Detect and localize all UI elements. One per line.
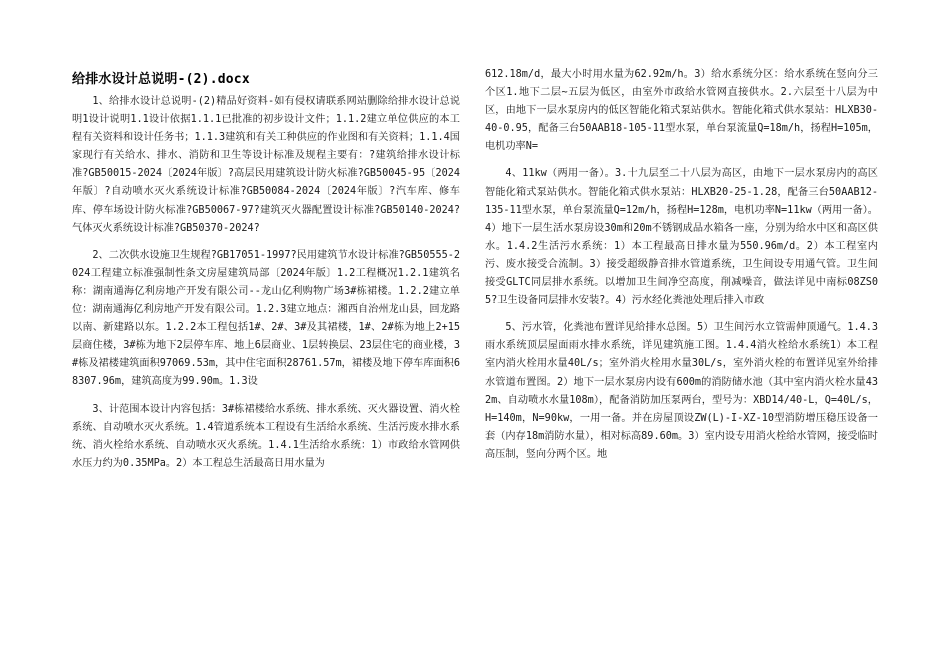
paragraph: 1、给排水设计总说明-(2)精品好资料-如有侵权请联系网站删除给排水设计总说明1设计说明1.1设计依据1.1.1已批准的初步设计文件；1.1.2建立单位供应的本工程有关资料和设计任务书；1.1.3建筑和有关工种供应的作业图和有关资料；1.1.4国家现行有关给水、排水、消防和卫生等设计标准及规程主要有：?建筑给排水设计标准?GB50015-2024〔2024年版〕?高层民用建筑设计防火标准?GB50045-95〔2024年版〕?自动喷水灭火系统设计标准?GB50084-2024〔2024年版〕?汽车库、修车库、停车场设计防火标准?GB50067-97?建筑灭火器配置设计标准?GB50140-2024?气体灭火系统设计标准?GB50370-2024? [72, 96, 460, 234]
right-text-column [485, 66, 878, 473]
paragraph: 4、11kw（两用一备）。3.十九层至二十八层为高区，由地下一层水泵房内的高区智能化箱式泵站供水。智能化箱式供水泵站：HLXB20-25-1.28，配备三台50AAB12-135-11型水泵，单台泵流量Q=12m/h，扬程H=128m，电机功率N=11kw（两用一备）。4）地下一层生活水泵房设30m和20m不锈钢成品水箱各一座，分别为给水中区和高区供水。1.4.2生活污水系统：1）本工程最高日排水量为550.96m/d。2）本工程室内污、废水接受合流制。3）接受超级静音排水管道系统，卫生间设专用通气管。卫生间接受GLTC同层排水系统。以增加卫生间净空高度，削减噪音，做法详见中南标08ZS05?卫生设备同层排水安装?。4）污水经化粪池处理后排入市政 [485, 168, 878, 307]
paragraph: 3、计范围本设计内容包括：3#栋裙楼给水系统、排水系统、灭火器设置、消火栓系统、自动喷水灭火系统。1.4管道系统本工程设有生活给水系统、生活污废水排水系统、消火栓给水系统、自动喷水灭火系统。1.4.1生活给水系统：1）市政给水管网供水压力约为0.35MPa。2）本工程总生活最高日用水量为 [72, 403, 460, 469]
left-text-column [72, 93, 460, 482]
paragraph: 5、污水管，化粪池布置详见给排水总图。5）卫生间污水立管需伸顶通气。1.4.3雨水系统顶层屋面雨水排水系统，详见建筑施工图。1.4.4消火栓给水系统1）本工程室内消火栓用水量40L/s；室外消火栓用水量30L/s，室外消火栓的布置详见室外给排水管道布置图。2）地下一层水泵房内设有600m的消防储水池（其中室内消火栓水量432m、自动喷水水量108m），配备消防加压泵两台，型号为：XBD14/40-L，Q=40L/s，H=140m，N=90kw，一用一备。并在房屋顶设ZW(L)-I-XZ-10型消防增压稳压设备一套（内存18m消防水量），相对标高89.60m。3）室内设专用消火栓给水管网，接受临时高压制，竖向分两个区。地 [485, 322, 878, 460]
paragraph: 2、二次供水设施卫生规程?GB17051-1997?民用建筑节水设计标准?GB50555-2024工程建立标准强制性条文房屋建筑局部〔2024年版〕1.2工程概况1.2.1建筑名称：湖南通海亿利房地产开发有限公司--龙山亿利购物广场3#栋裙楼。1.2.2建立单位：湖南通海亿利房地产开发有限公司。1.2.3建立地点：湘西自治州龙山县，回龙路以南、新建路以东。1.2.2本工程包括1#、2#、3#及其裙楼，1#、2#栋为地上2+15层商住楼，3#栋为地下2层停车库、地上6层商业、1层转换层、23层住宅的商业楼，3#栋及裙楼建筑面积97069.53m，其中住宅面积28761.57m，裙楼及地下停车库面积68307.96m，建筑高度为99.90m。1.3设 [72, 249, 460, 388]
document-title: 给排水设计总说明-(2).docx [72, 72, 250, 87]
paragraph-continuation: 612.18m/d，最大小时用水量为62.92m/h。3）给水系统分区：给水系统在竖向分三个区1.地下二层~五层为低区，由室外市政给水管网直接供水。2.六层至十八层为中区，由地下一层水泵房内的低区智能化箱式泵站供水。智能化箱式供水泵站：HLXB30-40-0.95，配备三台50AAB18-105-11型水泵，单台泵流量Q=18m/h，扬程H=105m，电机功率N= [485, 69, 878, 153]
